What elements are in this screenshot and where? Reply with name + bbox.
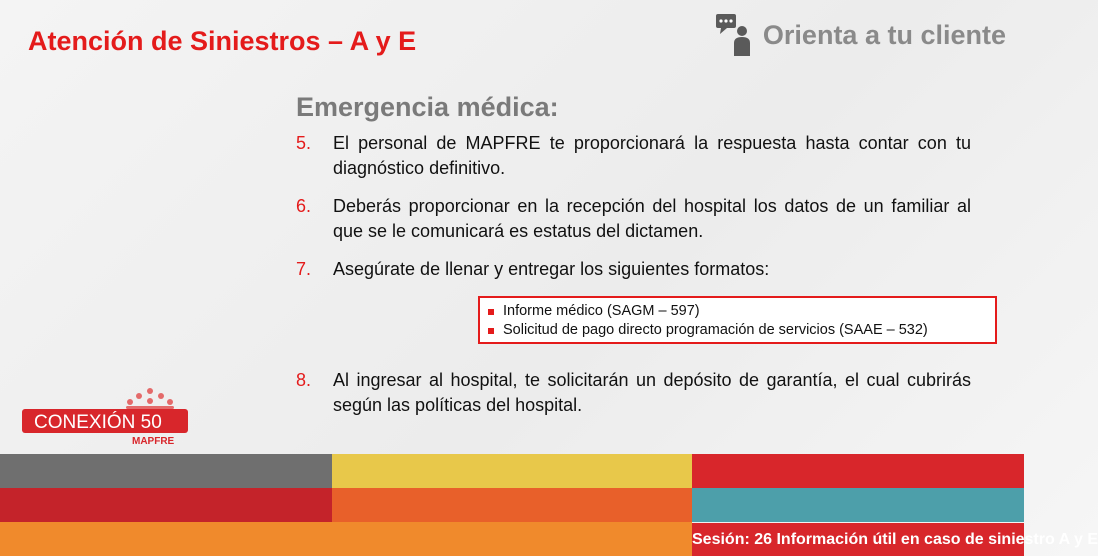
step-item <box>296 194 971 244</box>
band-red <box>692 454 1024 488</box>
band-teal <box>692 488 1024 522</box>
band-orange <box>332 522 692 556</box>
step-number: 6. <box>296 196 312 216</box>
band-orange-dark <box>332 488 692 522</box>
logo-company-text: MAPFRE <box>132 436 175 447</box>
step-number: 8. <box>296 370 312 390</box>
step-number: 7. <box>296 259 312 279</box>
session-footer: Sesión: 26 Información útil en caso de siniestro A y E <box>692 523 1024 556</box>
step-item <box>296 257 971 282</box>
section-heading: Emergencia médica: <box>296 92 559 122</box>
step-text: El personal de MAPFRE te proporcionará la respuesta hasta contar con tu diagnóstico definitivo. <box>333 133 971 178</box>
step-item <box>296 368 971 418</box>
form-item <box>488 321 987 340</box>
form-item <box>488 302 987 321</box>
form-item-label: Informe médico (SAGM – 597) <box>503 303 700 319</box>
slide-title: Atención de Siniestros – A y E <box>28 26 417 56</box>
band-yellow <box>332 454 692 488</box>
forms-box <box>478 296 997 344</box>
logo-brand-text: CONEXIÓN 50 <box>34 412 162 433</box>
band-dark-red <box>0 488 332 522</box>
forms-list <box>488 302 987 340</box>
step-text: Asegúrate de llenar y entregar los siguientes formatos: <box>333 259 770 279</box>
bullet-icon <box>488 309 494 315</box>
people-group-icon <box>126 388 174 409</box>
header-tagline: Orienta a tu cliente <box>762 19 1006 50</box>
band-orange <box>0 522 332 556</box>
step-number: 5. <box>296 133 312 153</box>
conexion-50-logo <box>22 387 190 447</box>
step-item <box>296 131 971 181</box>
customer-chat-icon <box>715 12 755 58</box>
band-gray <box>0 454 332 488</box>
step-text: Deberás proporcionar en la recepción del hospital los datos de un familiar al que se le comunicará es estatus del dictamen. <box>333 196 971 241</box>
step-text: Al ingresar al hospital, te solicitarán un depósito de garantía, el cual cubrirás según las políticas del hospital. <box>333 370 971 415</box>
form-item-label: Solicitud de pago directo programación de servicios (SAAE – 532) <box>503 322 928 338</box>
bullet-icon <box>488 328 494 334</box>
header-tagline-group <box>715 12 1006 58</box>
